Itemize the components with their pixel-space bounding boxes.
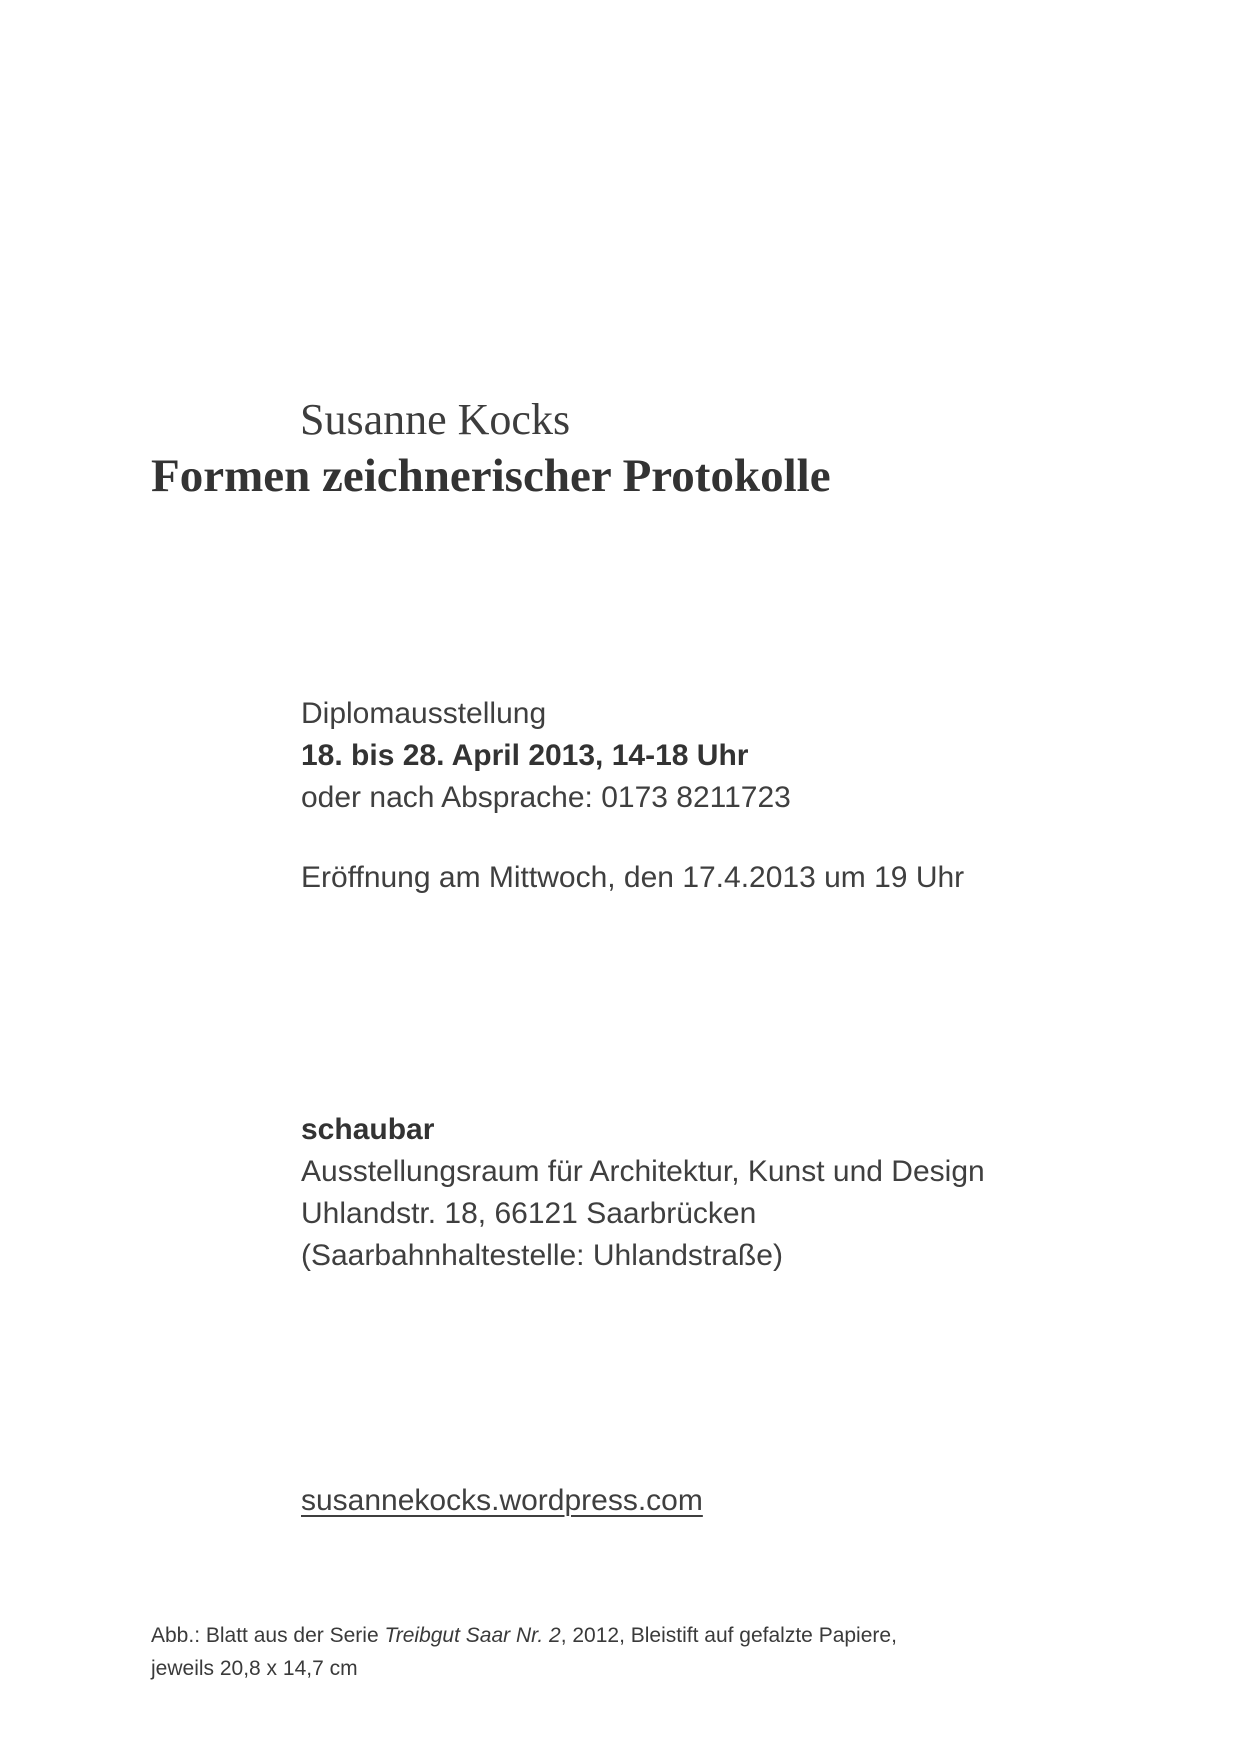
caption-prefix: Abb.: Blatt aus der Serie xyxy=(151,1624,385,1647)
venue-name: schaubar xyxy=(301,1113,435,1146)
venue-info xyxy=(301,1109,985,1277)
opening-info: Eröffnung am Mittwoch, den 17.4.2013 um 19 Uhr xyxy=(301,861,965,894)
website-link[interactable]: susannekocks.wordpress.com xyxy=(301,1484,703,1517)
exhibition-info xyxy=(301,693,791,819)
venue-description: Ausstellungsraum für Architektur, Kunst und Design xyxy=(301,1155,985,1188)
image-caption xyxy=(151,1619,897,1685)
exhibition-type: Diplomausstellung xyxy=(301,697,547,730)
caption-line-1 xyxy=(151,1619,897,1652)
exhibition-dates: 18. bis 28. April 2013, 14-18 Uhr xyxy=(301,739,749,772)
caption-line-2: jeweils 20,8 x 14,7 cm xyxy=(151,1657,358,1680)
caption-suffix: , 2012, Bleistift auf gefalzte Papiere, xyxy=(560,1624,897,1647)
venue-transit: (Saarbahnhaltestelle: Uhlandstraße) xyxy=(301,1239,783,1272)
artist-name: Susanne Kocks xyxy=(300,395,571,444)
venue-address: Uhlandstr. 18, 66121 Saarbrücken xyxy=(301,1197,757,1230)
appointment-note: oder nach Absprache: 0173 8211723 xyxy=(301,781,791,814)
exhibition-title: Formen zeichnerischer Protokolle xyxy=(151,450,831,502)
caption-series: Treibgut Saar Nr. 2 xyxy=(384,1624,561,1647)
